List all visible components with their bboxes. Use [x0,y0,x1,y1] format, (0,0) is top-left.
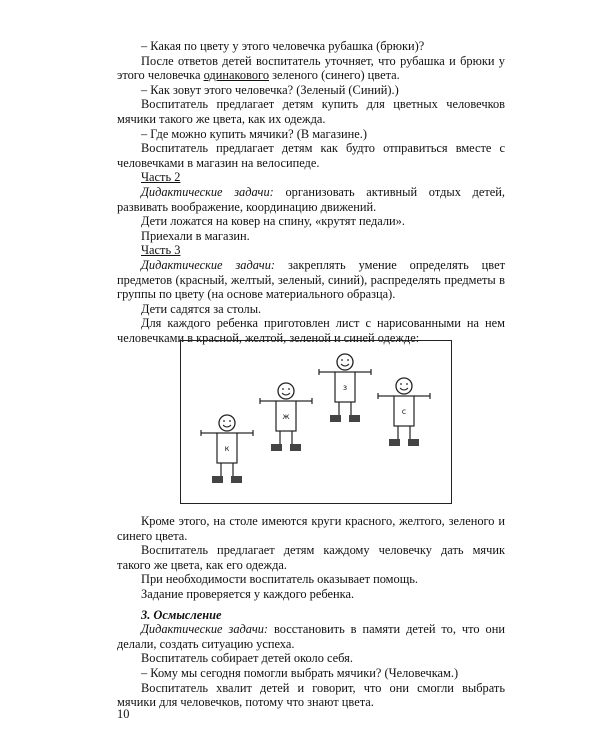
stick-figures-illustration [180,340,452,504]
paragraph: Дети ложатся на ковер на спину, «крутят педали». [141,214,405,229]
page-number: 10 [117,707,130,721]
lower-text-block [117,514,505,710]
paragraph: Для каждого ребенка приготовлен лист с нарисованными на нем человечками в красной, желтой, зеленой и синей одежде: [117,316,505,345]
section3-heading: 3. Осмысление [141,607,222,622]
underlined-word: одинакового [203,68,270,83]
paragraph: – Какая по цвету у этого человечка рубашка (брюки)? [141,39,425,53]
paragraph: Воспитатель предлагает детям купить для цветных человечков мячики такого же цвета, как их одежда. [117,97,505,126]
paragraph: Воспитатель хвалит детей и говорит, что они смогли выбрать мячики для человечков, потому что знают цвета. [117,680,505,710]
figure-letter: з [342,383,348,392]
figure-red [201,415,253,483]
part3-heading: Часть 3 [141,243,181,258]
figures-svg [181,341,450,502]
paragraph: Приехали в магазин. [141,228,250,243]
paragraph: Дидактические задачи: восстановить в памяти детей то, что они делали, создать ситуацию успеха. [117,622,505,651]
paragraph: Задание проверяется у каждого ребенка. [141,586,355,601]
paragraph: Дидактические задачи: закреплять умение определять цвет предметов (красный, желтый, зеленый, синий), распределять предметы в группы по цвету (на основе материального образца). [117,257,505,302]
figure-letter: с [401,407,407,416]
paragraph: Дидактические задачи: организовать активный отдых детей, развивать воображение, координацию движений. [117,184,506,214]
part2-heading: Часть 2 [141,170,181,185]
paragraph: Воспитатель предлагает детям как будто отправиться вместе с человечками в магазин на велосипеде. [117,141,505,170]
figure-letter: ж [282,412,290,421]
paragraph: Кроме этого, на столе имеются круги красного, желтого, зеленого и синего цвета. [117,514,505,543]
paragraph: После ответов детей воспитатель уточняет, что рубашка и брюки у этого человечка одинакового зеленого (синего) цвета. [117,53,505,83]
paragraph: При необходимости воспитатель оказывает помощь. [141,572,418,587]
paragraph: – Где можно купить мячики? (В магазине.) [141,126,367,141]
figure-letter: к [224,444,230,453]
paragraph: – Как зовут этого человечка? (Зеленый (Синий).) [141,82,399,97]
upper-text-block [117,39,505,345]
figure-yellow [260,383,312,451]
figure-blue [378,378,430,446]
paragraph: – Кому мы сегодня помогли выбрать мячики? (Человечкам.) [141,665,459,680]
figure-green [319,354,371,422]
paragraph: Воспитатель собирает детей около себя. [141,651,353,666]
paragraph: Дети садятся за столы. [141,301,262,316]
paragraph: Воспитатель предлагает детям каждому человечку дать мячик такого же цвета, как его одежда. [117,543,505,572]
